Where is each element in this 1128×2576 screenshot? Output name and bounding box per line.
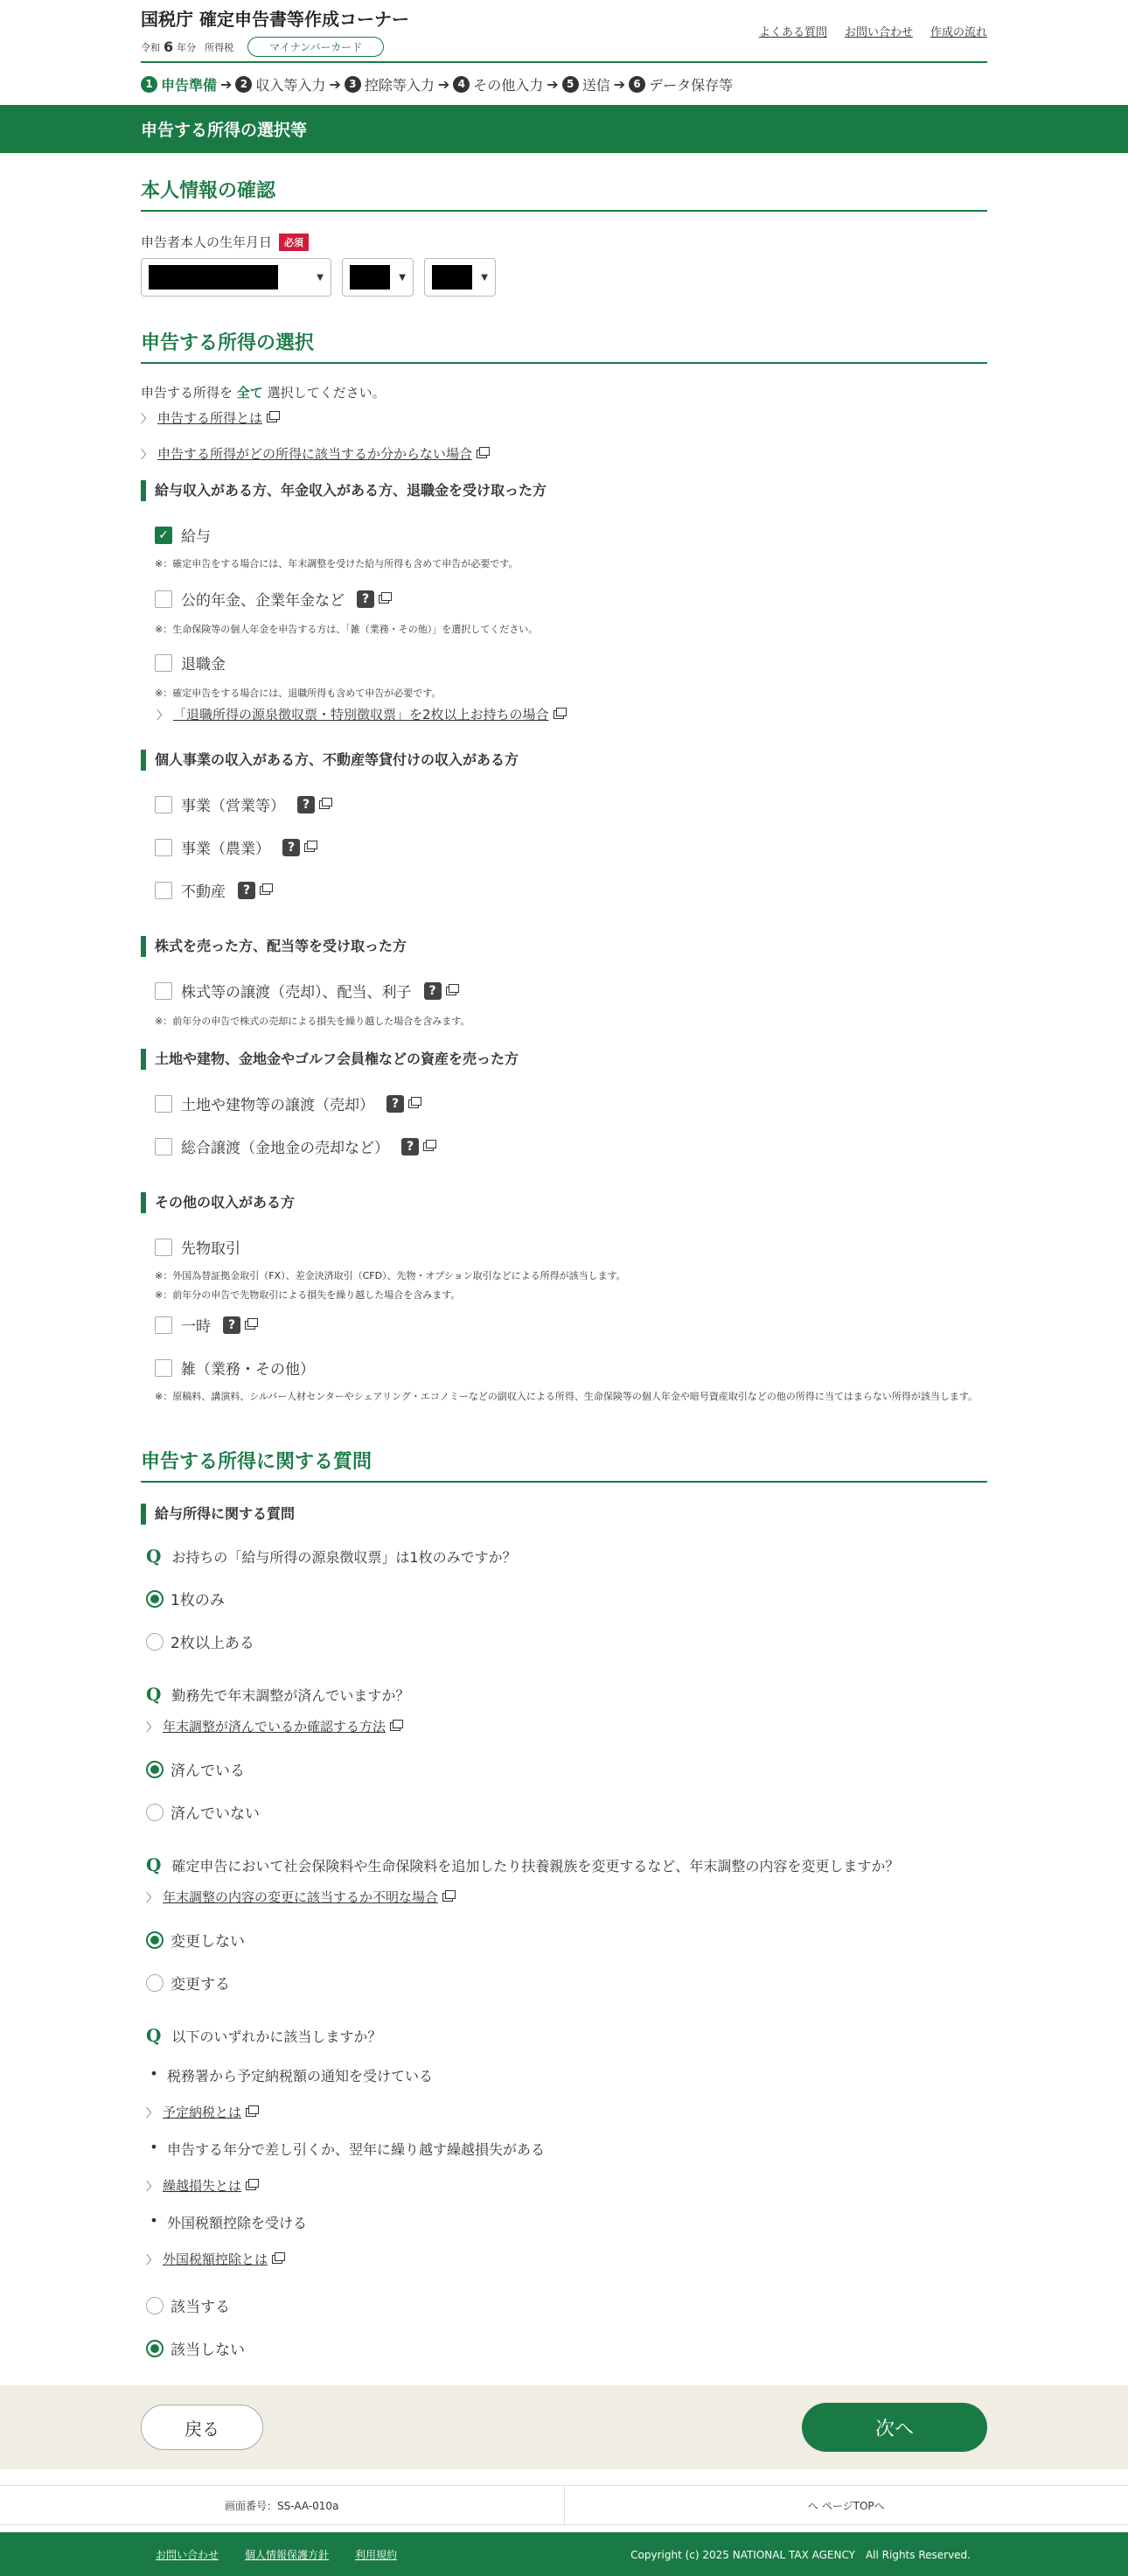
screen-id: 画面番号：SS-AA-010a: [0, 2486, 565, 2524]
new-window-icon: [246, 2108, 256, 2117]
bullet-icon: •: [141, 2139, 167, 2159]
new-window-icon: [554, 710, 564, 719]
group-business-title: 個人事業の収入がある方、不動産等貸付けの収入がある方: [141, 750, 987, 771]
tax-year: 6: [164, 38, 173, 55]
question-4: Q 以下のいずれかに該当しますか？: [146, 2025, 987, 2046]
q1-option-one[interactable]: 1枚のみ: [146, 1588, 987, 1609]
dob-era-year-select[interactable]: [141, 258, 331, 297]
farming-checkbox[interactable]: 事業（農業） ?: [155, 836, 987, 858]
general-transfer-checkbox[interactable]: 総合譲渡（金地金の売却など） ?: [155, 1135, 987, 1157]
faq-link[interactable]: よくある質問: [759, 23, 827, 39]
checkbox-icon: [155, 654, 172, 672]
new-window-icon: [379, 595, 389, 604]
pension-note: ※：生命保険等の個人年金を申告する方は、「雑（業務・その他）」を選択してください。: [155, 622, 987, 638]
question-mark-icon: Q: [146, 1854, 161, 1875]
income-questions-heading: 申告する所得に関する質問: [141, 1447, 987, 1483]
page-title-band: [0, 105, 1128, 153]
land-building-checkbox[interactable]: 土地や建物等の譲渡（売却） ?: [155, 1093, 987, 1114]
site-title: 国税庁 確定申告書等作成コーナー: [141, 5, 409, 31]
new-window-icon: [267, 414, 277, 422]
help-icon[interactable]: ?: [424, 982, 442, 1000]
step-arrow-icon: ➔: [547, 76, 558, 93]
footer-terms-link[interactable]: 利用規約: [355, 2547, 397, 2562]
back-button[interactable]: 戻る: [141, 2405, 263, 2450]
dob-label: 申告者本人の生年月日 必須: [141, 233, 987, 251]
step-6: 6 データ保存等: [629, 74, 733, 94]
footer-info: [0, 2485, 1128, 2525]
question-mark-icon: Q: [146, 1546, 161, 1567]
mynumber-badge: マイナンバーカード: [247, 37, 384, 57]
help-icon[interactable]: ?: [282, 839, 300, 856]
chevron-right-icon: 〉: [146, 2177, 157, 2194]
question-2: Q 勤務先で年末調整が済んでいますか？: [146, 1684, 987, 1705]
help-icon[interactable]: ?: [223, 1316, 240, 1334]
copyright: Copyright (c) 2025 NATIONAL TAX AGENCY All Rights Reserved.: [630, 2547, 971, 2562]
business-checkbox[interactable]: 事業（営業等） ?: [155, 793, 987, 815]
q4-bullet-3: • 外国税額控除を受ける: [141, 2212, 987, 2232]
retirement-checkbox[interactable]: 退職金: [155, 652, 987, 674]
bullet-icon: •: [141, 2212, 167, 2232]
year-end-adjustment-check-link[interactable]: 〉 年末調整が済んでいるか確認する方法: [146, 1717, 987, 1735]
help-icon[interactable]: ?: [386, 1095, 404, 1113]
new-window-icon: [246, 2182, 256, 2190]
dob-month-select[interactable]: [342, 258, 414, 297]
help-icon[interactable]: ?: [401, 1138, 419, 1155]
caret-down-icon: ▼: [399, 273, 406, 283]
q4-option-not-applicable[interactable]: 該当しない: [146, 2337, 987, 2359]
salary-checkbox[interactable]: ✓ 給与: [155, 524, 987, 546]
new-window-icon: [304, 843, 315, 852]
step-arrow-icon: ➔: [438, 76, 449, 93]
page-top-link[interactable]: へ ページTOPへ: [565, 2486, 1128, 2524]
chevron-up-icon: へ: [808, 2498, 818, 2513]
footer-contact-link[interactable]: お問い合わせ: [156, 2547, 219, 2562]
checkbox-icon: [155, 839, 172, 856]
progress-steps: [141, 63, 987, 105]
q3-option-no-change[interactable]: 変更しない: [146, 1929, 987, 1951]
checkbox-icon: [155, 1095, 172, 1113]
checkbox-icon: [155, 1316, 172, 1334]
step-arrow-icon: ➔: [614, 76, 625, 93]
prepaid-tax-link[interactable]: 〉 予定納税とは: [146, 2103, 987, 2121]
q1-option-two-or-more[interactable]: 2枚以上ある: [146, 1630, 987, 1652]
contact-link[interactable]: お問い合わせ: [845, 23, 913, 39]
site-header: [141, 0, 987, 61]
checkbox-icon: [155, 1239, 172, 1256]
new-window-icon: [446, 987, 456, 995]
checkbox-icon: [155, 590, 172, 608]
q2-option-done[interactable]: 済んでいる: [146, 1758, 987, 1780]
foreign-tax-credit-link[interactable]: 〉 外国税額控除とは: [146, 2250, 987, 2268]
pension-checkbox[interactable]: 公的年金、企業年金など ?: [155, 588, 987, 610]
step-3: 3 控除等入力: [345, 74, 435, 94]
radio-selected-icon: [146, 1590, 164, 1608]
new-window-icon: [319, 800, 330, 809]
income-select-heading: 申告する所得の選択: [141, 328, 987, 364]
tax-type: 所得税: [205, 40, 233, 54]
question-3: Q 確定申告において社会保険料や生命保険料を追加したり扶養親族を変更するなど、年末調整の内容を変更しますか？: [146, 1854, 987, 1875]
required-badge: 必須: [279, 234, 309, 251]
identity-heading: 本人情報の確認: [141, 176, 987, 212]
question-mark-icon: Q: [146, 2025, 161, 2046]
futures-note-2: ※：前年分の申告で先物取引による損失を繰り越した場合を含みます。: [155, 1288, 987, 1303]
footer-links: [156, 2547, 397, 2562]
help-icon[interactable]: ?: [238, 882, 255, 899]
checkbox-icon: [155, 1138, 172, 1155]
new-window-icon: [245, 1321, 255, 1330]
income-unknown-link[interactable]: 〉 申告する所得がどの所得に該当するか分からない場合: [141, 444, 987, 463]
new-window-icon: [390, 1722, 400, 1731]
radio-selected-icon: [146, 1761, 164, 1778]
redacted-value: [350, 265, 390, 290]
flow-link[interactable]: 作成の流れ: [930, 23, 987, 39]
chevron-right-icon: 〉: [141, 445, 152, 462]
retirement-note: ※：確定申告をする場合には、退職所得も含めて申告が必要です。: [155, 686, 987, 702]
radio-selected-icon: [146, 2340, 164, 2357]
q4-bullet-2: • 申告する年分で差し引くか、翌年に繰り越す繰越損失がある: [141, 2139, 987, 2159]
bullet-icon: •: [141, 2065, 167, 2085]
new-window-icon: [408, 1100, 419, 1108]
header-links: [759, 23, 987, 39]
carryover-loss-link[interactable]: 〉 繰越損失とは: [146, 2176, 987, 2195]
new-window-icon: [272, 2255, 282, 2264]
adjustment-change-unknown-link[interactable]: 〉 年末調整の内容の変更に該当するか不明な場合: [146, 1888, 987, 1906]
new-window-icon: [477, 450, 487, 458]
question-mark-icon: Q: [146, 1684, 161, 1705]
salary-questions-title: 給与所得に関する質問: [141, 1504, 987, 1525]
page-title: 申告する所得の選択等: [141, 117, 987, 141]
caret-down-icon: ▼: [481, 273, 488, 283]
chevron-right-icon: 〉: [146, 2251, 157, 2267]
site-footer: [0, 2532, 1128, 2576]
new-window-icon: [260, 886, 270, 895]
group-salary-pension-title: 給与収入がある方、年金収入がある方、退職金を受け取った方: [141, 480, 987, 501]
radio-icon: [146, 1633, 164, 1651]
checkbox-icon: [155, 882, 172, 899]
redacted-value: [149, 265, 278, 290]
retirement-multiple-link[interactable]: 〉 「退職所得の源泉徴収票・特別徴収票」を2枚以上お持ちの場合: [157, 705, 987, 723]
income-instruction: 申告する所得を 全て 選択してください。: [141, 383, 987, 401]
real-estate-checkbox[interactable]: 不動産 ?: [155, 879, 987, 901]
q2-option-not-done[interactable]: 済んでいない: [146, 1801, 987, 1823]
temporary-checkbox[interactable]: 一時 ?: [155, 1314, 987, 1336]
checkbox-icon: [155, 982, 172, 1000]
checkbox-icon: [155, 1359, 172, 1377]
step-arrow-icon: ➔: [220, 76, 232, 93]
misc-note: ※：原稿料、講演料、シルバー人材センターやシェアリング・エコノミーなどの副収入による所得、生命保険等の個人年金や暗号資産取引などの他の所得に当てはまらない所得が該当します。: [155, 1389, 987, 1405]
new-window-icon: [423, 1142, 434, 1151]
help-icon[interactable]: ?: [297, 796, 315, 813]
chevron-right-icon: 〉: [146, 2104, 157, 2120]
checkbox-icon: [155, 796, 172, 813]
dob-selects: [141, 258, 987, 297]
step-arrow-icon: ➔: [329, 76, 340, 93]
caret-down-icon: ▼: [317, 273, 324, 283]
stocks-checkbox[interactable]: 株式等の譲渡（売却）、配当、利子 ?: [155, 980, 987, 1002]
radio-icon: [146, 2297, 164, 2314]
group-other-title: その他の収入がある方: [141, 1192, 987, 1213]
dob-day-select[interactable]: [424, 258, 496, 297]
what-is-income-link[interactable]: 〉 申告する所得とは: [141, 408, 987, 427]
step-2: 2 収入等入力: [235, 74, 325, 94]
q4-option-applicable[interactable]: 該当する: [146, 2294, 987, 2316]
action-bar: [0, 2385, 1128, 2469]
chevron-right-icon: 〉: [146, 1888, 157, 1905]
radio-selected-icon: [146, 1931, 164, 1949]
misc-checkbox[interactable]: 雑（業務・その他）: [155, 1357, 987, 1379]
next-button[interactable]: 次へ: [802, 2403, 987, 2452]
q4-bullet-1: • 税務署から予定納税額の通知を受けている: [141, 2065, 987, 2085]
question-1: Q お持ちの「給与所得の源泉徴収票」は1枚のみですか？: [146, 1546, 987, 1567]
chevron-right-icon: 〉: [146, 1718, 157, 1735]
radio-icon: [146, 1804, 164, 1821]
footer-privacy-link[interactable]: 個人情報保護方針: [245, 2547, 329, 2562]
step-5: 5 送信: [562, 74, 610, 94]
help-icon[interactable]: ?: [357, 590, 374, 608]
futures-note-1: ※：外国為替証拠金取引（FX）、差金決済取引（CFD）、先物・オプション取引などによる所得が該当します。: [155, 1268, 987, 1284]
chevron-right-icon: 〉: [141, 409, 152, 426]
step-1: 1 申告準備: [141, 74, 217, 94]
salary-note: ※：確定申告をする場合には、年末調整を受けた給与所得も含めて申告が必要です。: [155, 556, 987, 572]
checkbox-checked-icon: ✓: [155, 527, 172, 544]
redacted-value: [432, 265, 472, 290]
new-window-icon: [442, 1893, 453, 1902]
radio-icon: [146, 1974, 164, 1992]
step-4: 4 その他入力: [453, 74, 543, 94]
stocks-note: ※：前年分の申告で株式の売却による損失を繰り越した場合を含みます。: [155, 1014, 987, 1030]
chevron-right-icon: 〉: [157, 706, 168, 723]
group-assets-title: 土地や建物、金地金やゴルフ会員権などの資産を売った方: [141, 1049, 987, 1070]
tax-year-info: 令和 6 年分 所得税 マイナンバーカード: [141, 37, 384, 57]
futures-checkbox[interactable]: 先物取引: [155, 1236, 987, 1258]
group-stocks-title: 株式を売った方、配当等を受け取った方: [141, 936, 987, 957]
q3-option-change[interactable]: 変更する: [146, 1972, 987, 1993]
